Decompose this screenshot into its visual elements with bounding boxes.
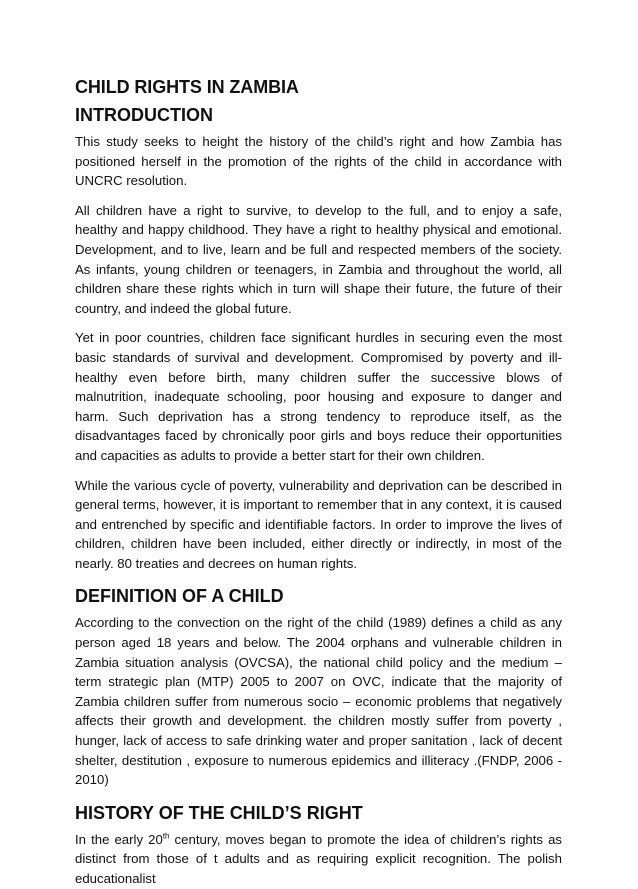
- intro-paragraph-1: This study seeks to height the history of the child’s right and how Zambia has positioned herself in the promotion of the rights of the child in accordance with UNCRC resolution.: [75, 134, 562, 189]
- definition-paragraph-1: According to the convection on the right of the child (1989) defines a child as any person aged 18 years and below. The 2004 orphans and vulnerable children in Zambia situation analysis (OVCSA), the national child policy and the medium – term strategic plan (MTP) 2005 to 2007 on OVC, indicate that the majority of Zambia children suffer from numerous socio – economic problems that negatively affects their growth and development. the children mostly suffer from poverty , hunger, lack of access to safe drinking water and proper sanitation , lack of decent shelter, destitution , exposure to numerous epidemics and illiteracy .(FNDP, 2006 - 2010): [75, 615, 562, 788]
- intro-paragraph-3: Yet in poor countries, children face significant hurdles in securing even the most basic standards of survival and development. Compromised by poverty and ill- healthy even before birth, many children suffer the successive blows of malnutrition, inadequate schooling, poor housing and exposure to danger and harm. Such deprivation has a strong tendency to reproduce itself, as the disadvantages faced by chronically poor girls and boys reduce their opportunities and capacities as adults to provide a better start for their own children.: [75, 330, 562, 463]
- heading-history-of-childs-right: HISTORY OF THE CHILD’S RIGHT: [75, 802, 363, 823]
- history-superscript: th: [162, 831, 170, 841]
- history-paragraph-1: [75, 830, 562, 889]
- intro-paragraph-4: While the various cycle of poverty, vulnerability and deprivation can be described in general terms, however, it is important to remember that in any context, it is caused and entrenched by specific and identifiable factors. In order to improve the lives of children, children have been included, either directly or indirectly, in most of the nearly. 80 treaties and decrees on human rights.: [75, 477, 562, 571]
- document-title: CHILD RIGHTS IN ZAMBIA: [75, 77, 299, 97]
- history-text-rest: century, moves began to promote the idea of children’s rights as distinct from those of t adults and as requiring explicit recognition. The polish educationalist: [75, 831, 563, 886]
- history-text-start: In the early 20: [75, 831, 163, 847]
- intro-paragraph-2: All children have a right to survive, to develop to the full, and to enjoy a safe, healthy and happy childhood. They have a right to healthy physical and emotional. Development, and to live, learn and be full and respected members of the society. As infants, young children or teenagers, in Zambia and throughout the world, all children share these rights which in turn will shape their future, the future of their country, and indeed the global future.: [75, 202, 562, 316]
- heading-definition-of-a-child: DEFINITION OF A CHILD: [75, 586, 284, 607]
- heading-introduction: INTRODUCTION: [75, 105, 213, 125]
